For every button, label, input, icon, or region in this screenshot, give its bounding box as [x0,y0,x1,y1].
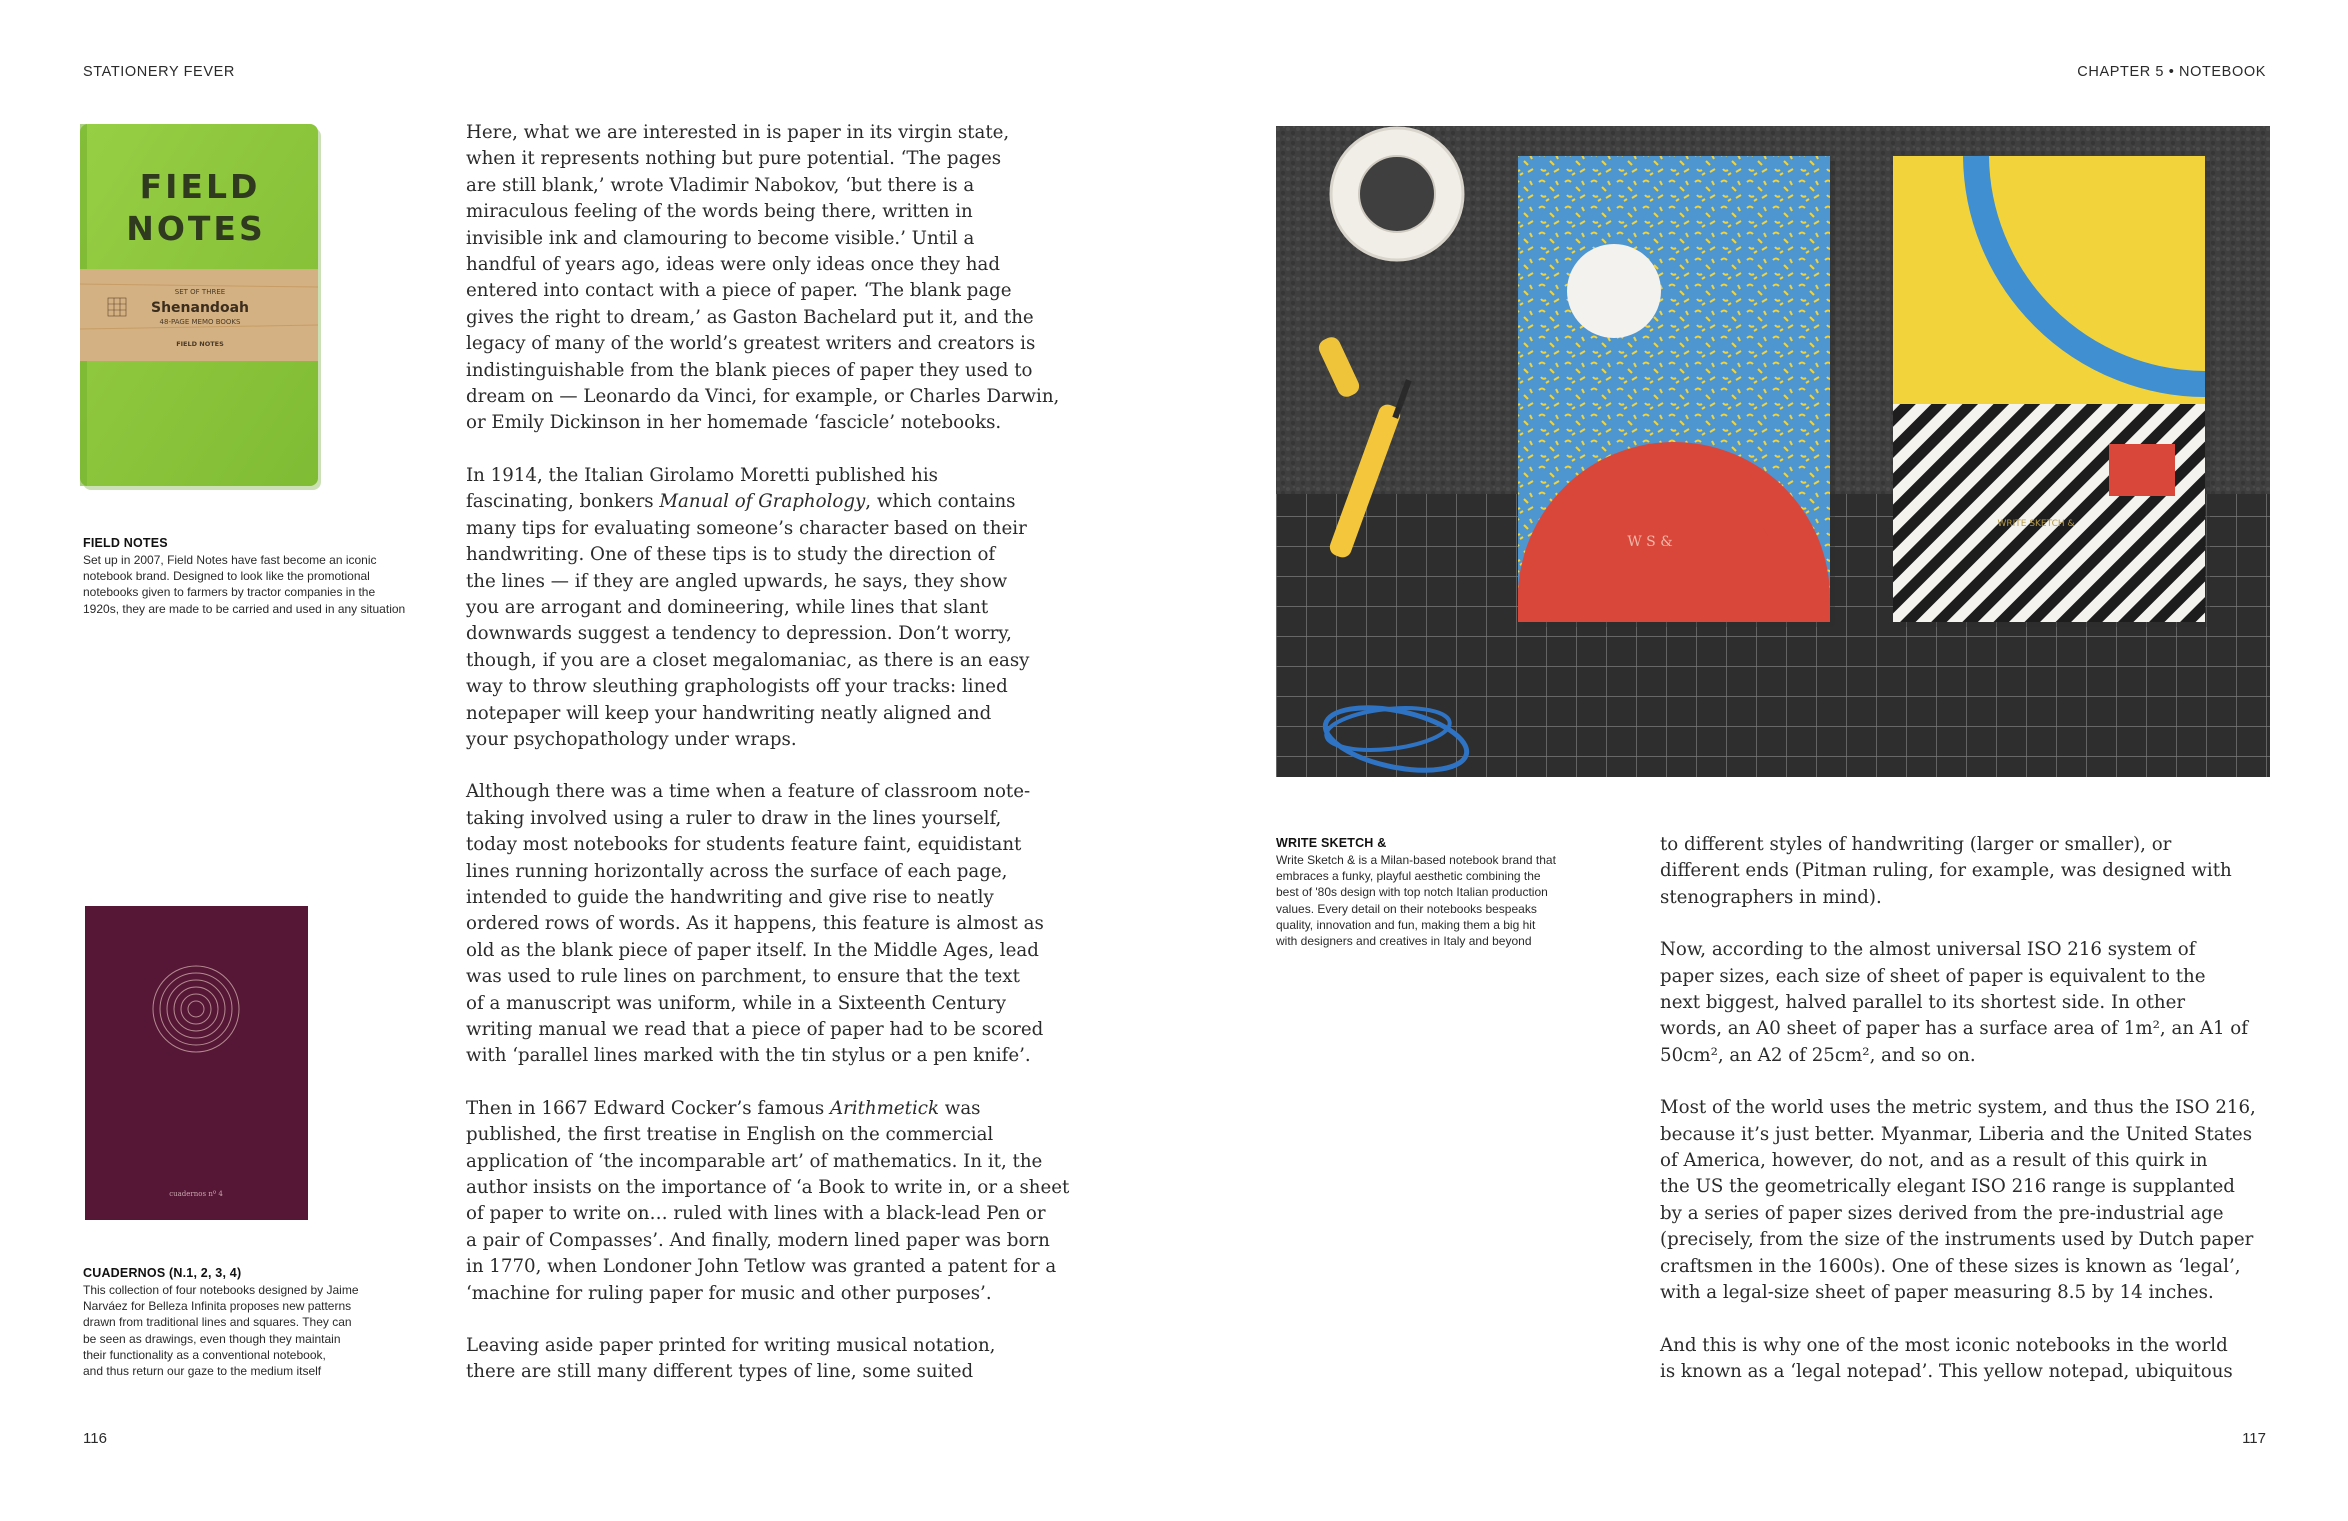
field-notes-photo [80,124,324,494]
band-set-of-three: SET OF THREE [174,288,226,296]
caption-cuadernos-text: This collection of four notebooks designed by Jaime Narváez for Belleza Infinita proposes new patterns drawn from traditional lines and squares. They can be seen as drawings, even though they maintain their functionality as a conventional notebook, and thus return our gaze to the medium itself [83,1283,359,1379]
paragraph: Most of the world uses the metric system, and thus the ISO 216, because it’s just better. Myanmar, Liberia and the United States of America, however, do not, and as a result of this quirk in the US the geometrically elegant ISO 216 range is supplanted by a series of paper sizes derived from the pre-industrial age (precisely, from the size of the instruments used by Dutch paper craftsmen in the 1600s). One of these sizes is known as ‘legal’, with a legal-size sheet of paper measuring 8.5 by 14 inches. [1660,1097,2256,1304]
caption-field-notes [83,536,423,617]
write-sketch-notebook-1 [1518,156,1835,627]
band-shenandoah: Shenandoah [151,300,249,316]
page-number-right: 117 [2242,1430,2266,1447]
notebook-logo: WRITE SKETCH & [1997,519,2075,529]
band-memo-books: 48-PAGE MEMO BOOKS [159,318,241,326]
paragraph: to different styles of handwriting (larger or smaller), or different ends (Pitman ruling, for example, was designed with stenographers in mind). [1660,834,2232,908]
body-column-left [466,120,1106,1386]
paragraph: In 1914, the Italian Girolamo Moretti published his fascinating, bonkers Manual of Graphology, which contains many tips for evaluating someone’s character based on their handwriting. One of these tips is to study the direction of the lines — if they are angled upwards, he says, they show you are arrogant and domineering, while lines that slant downwards suggest a tendency to depression. Don’t worry, though, if you are a closet megalomaniac, as there is an easy way to throw sleuthing graphologists off your tracks: lined notepaper will keep your handwriting neatly aligned and your psychopathology under wraps. [466,464,1030,750]
page-number-left: 116 [83,1430,107,1447]
caption-field-notes-text: Set up in 2007, Field Notes have fast become an iconic notebook brand. Designed to look like the promotional notebooks given to farmers by tractor companies in the 1920s, they are made to be carried and used in any situation [83,553,406,616]
band-brand: FIELD NOTES [176,340,224,348]
paragraph: Here, what we are interested in is paper in its virgin state, when it represents nothing but pure potential. ‘The pages are still blank,’ wrote Vladimir Nabokov, ‘but there is a miraculous feeling of the words being there, written in invisible ink and clamouring to become visible.’ Until a handful of years ago, ideas were only ideas once they had entered into contact with a piece of paper. ‘The blank page gives the right to dream,’ as Gaston Bachelard put it, and the legacy of many of the world’s greatest writers and creators is indistinguishable from the blank pieces of paper they used to dream on — Leonardo da Vinci, for example, or Charles Darwin, or Emily Dickinson in her homemade ‘fascicle’ notebooks. [466,122,1060,434]
paragraph: And this is why one of the most iconic notebooks in the world is known as a ‘legal notepad’. This yellow notepad, ubiquitous [1660,1334,2233,1382]
cover-text-notes: NOTES [126,209,266,248]
cuadernos-image [85,906,308,1220]
red-label [2109,444,2175,496]
caption-write-sketch [1276,836,1596,949]
body-column-right [1660,832,2280,1385]
running-header-left: STATIONERY FEVER [83,64,235,80]
cover-text-field: FIELD [139,167,261,206]
paragraph: Leaving aside paper printed for writing musical notation, there are still many different types of line, some suited [466,1335,996,1383]
paragraph: Although there was a time when a feature of classroom note- taking involved using a ruler to draw in the lines yourself, today most notebooks for students feature faint, equidistant lines running horizontally across the surface of each page, intended to guide the handwriting and give rise to neatly ordered rows of words. As it happens, this feature is almost as old as the blank piece of paper itself. In the Middle Ages, lead was used to rule lines on parchment, to ensure that the text of a manuscript was uniform, while in a Sixteenth Century writing manual we read that a piece of paper had to be scored with ‘parallel lines marked with the tin stylus or a pen knife’. [466,781,1044,1067]
write-sketch-scene [1276,126,2270,777]
running-header-right: CHAPTER 5 • NOTEBOOK [2077,64,2266,80]
caption-cuadernos [83,1266,423,1379]
cuadernos-photo [85,906,308,1220]
write-sketch-photo [1276,126,2270,777]
notebook-logo: W S & [1627,534,1673,550]
write-sketch-notebook-2 [1893,156,2210,627]
cover-mark: cuadernos nº 4 [169,1190,223,1198]
paragraph: Now, according to the almost universal ISO 216 system of paper sizes, each size of sheet of paper is equivalent to the next biggest, halved parallel to its shortest side. In other words, an A0 sheet of paper has a surface area of 1m², an A1 of 50cm², an A2 of 25cm², and so on. [1660,939,2248,1066]
field-notes-image [80,124,324,494]
white-circle [1567,244,1661,338]
caption-write-sketch-text: Write Sketch & is a Milan-based notebook brand that embraces a funky, playful aesthetic combining the best of '80s design with top notch Italian production values. Every detail on their notebooks bespeaks quality, innovation and fun, making them a big hit with designers and creatives in Italy and beyond [1276,853,1556,949]
caption-cuadernos-title: CUADERNOS (N.1, 2, 3, 4) [83,1266,242,1280]
paragraph: Then in 1667 Edward Cocker’s famous Arithmetick was published, the first treatise in English on the commercial application of ‘the incomparable art’ of mathematics. In it, the author insists on the importance of ‘a Book to write in, or a sheet of paper to write on… ruled with lines with a black-lead Pen or a pair of Compasses’. And finally, modern lined paper was born in 1770, when Londoner John Tetlow was granted a patent for a ‘machine for ruling paper for music and other purposes’. [466,1097,1070,1304]
tape-roll [1331,128,1463,260]
caption-field-notes-title: FIELD NOTES [83,536,168,550]
caption-write-sketch-title: WRITE SKETCH & [1276,836,1387,850]
